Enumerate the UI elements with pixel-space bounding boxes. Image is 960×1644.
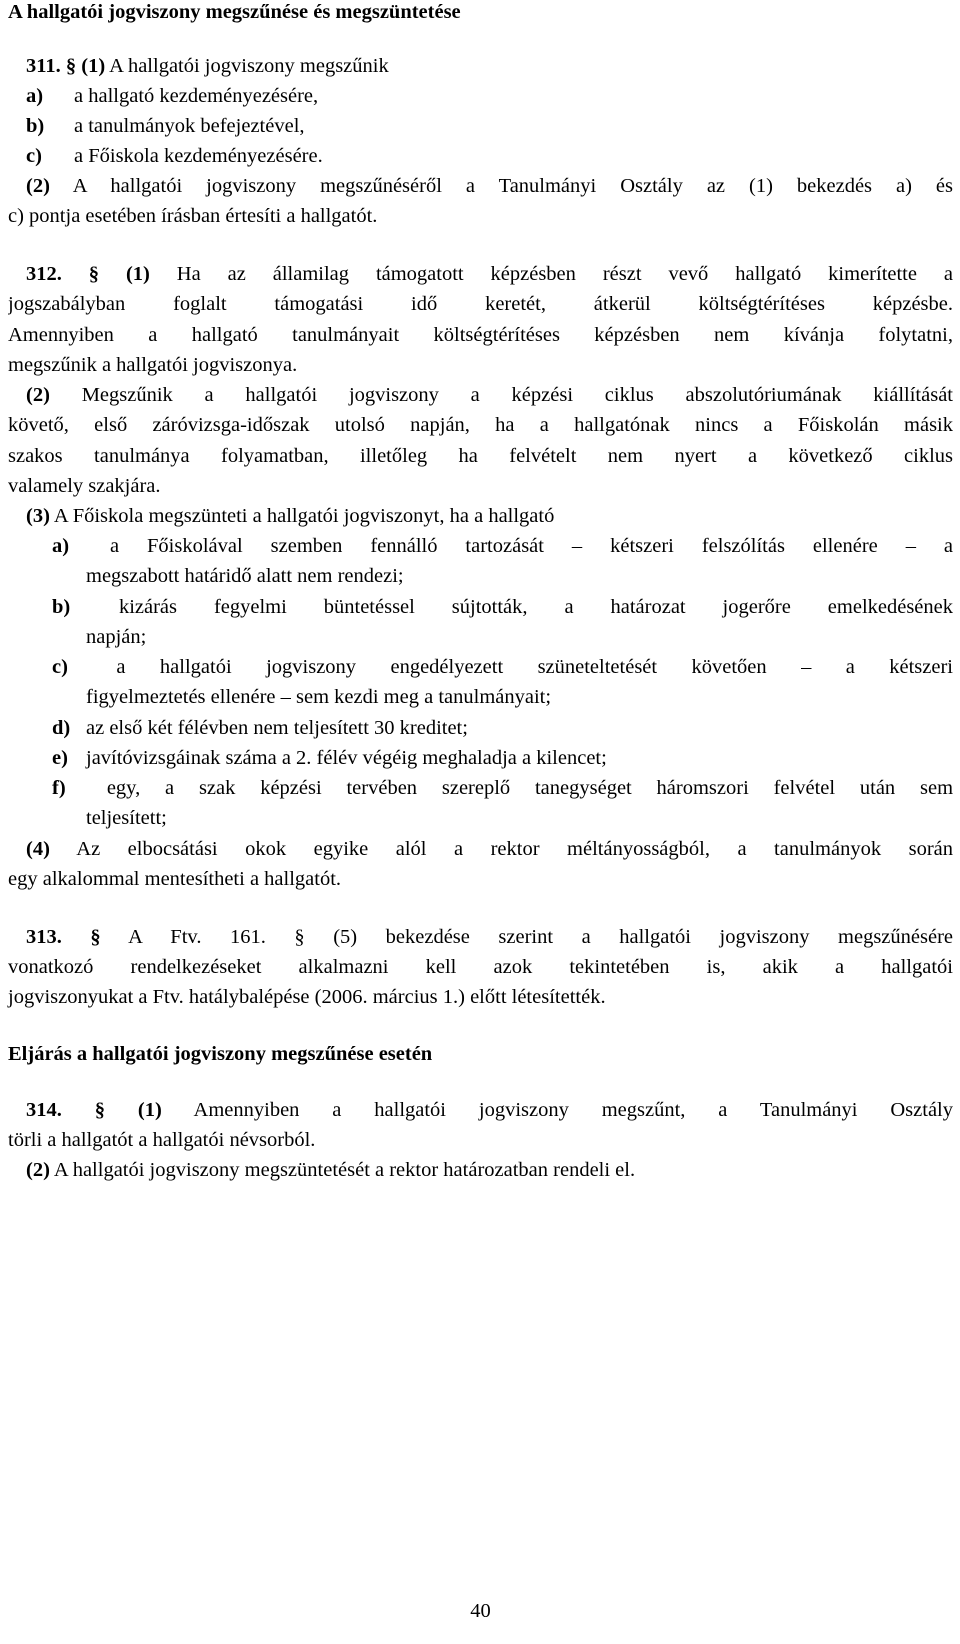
list-item: [52, 652, 953, 683]
list-item: [52, 592, 953, 623]
paragraph-text: Megszűnik a hallgatói jogviszony a képzési ciklus abszolutóriumának kiállítását: [81, 384, 953, 406]
section-sign: §: [88, 263, 100, 285]
paragraph-311-1: [26, 51, 953, 82]
section-sign: §: [65, 55, 77, 77]
list-item: [26, 141, 953, 172]
paragraph-text: A hallgatói jogviszony megszűnéséről a Tanulmányi Osztály az (1) bekezdés a) és: [72, 175, 953, 197]
paragraph-label: (1): [125, 263, 150, 285]
paragraph-label: (3): [26, 505, 50, 527]
item-label: b): [26, 115, 45, 137]
paragraph-line: c) pontja esetében írásban értesíti a hallgatót.: [8, 205, 378, 227]
item-label: e): [52, 747, 68, 769]
item-text: egy, a szak képzési tervében szereplő tanegységet háromszori felvétel után sem: [106, 777, 953, 799]
list-item: [26, 111, 953, 142]
item-label: d): [52, 717, 71, 739]
list-item: [52, 773, 953, 804]
section-heading: A hallgatói jogviszony megszűnése és megszüntetése: [8, 1, 461, 23]
paragraph-line: jogszabályban foglalt támogatási idő keretét, átkerül költségtérítéses képzésbe.: [8, 293, 953, 315]
paragraph-line: törli a hallgatót a hallgatói névsorból.: [8, 1129, 316, 1151]
section-number: 311.: [26, 55, 61, 77]
item-text: a hallgatói jogviszony engedélyezett szüneteltetését követően – a kétszeri: [116, 656, 953, 678]
item-label: a): [26, 85, 44, 107]
list-item: [26, 81, 953, 112]
list-item: [52, 743, 953, 774]
item-text: az első két félévben nem teljesített 30 kreditet;: [86, 717, 468, 739]
paragraph-line: követő, első záróvizsga-időszak utolsó napján, ha a hallgatónak nincs a Főiskolán másik: [8, 414, 953, 436]
item-text: a hallgató kezdeményezésére,: [74, 85, 319, 107]
item-line: figyelmeztetés ellenére – sem kezdi meg a tanulmányait;: [86, 686, 552, 708]
paragraph-label: (2): [26, 175, 50, 197]
paragraph-line: szakos tanulmánya folyamatban, illetőleg ha felvételt nem nyert a következő ciklus: [8, 445, 953, 467]
item-text: kizárás fegyelmi büntetéssel sújtották, a határozat jogerőre emelkedésének: [118, 596, 953, 618]
page-number: 40: [470, 1600, 491, 1622]
section-number: 312.: [26, 263, 62, 285]
paragraph-label: (1): [137, 1099, 162, 1121]
item-label: c): [52, 656, 68, 678]
paragraph-312-3: [26, 501, 953, 532]
paragraph-line: vonatkozó rendelkezéseket alkalmazni kell azok tekintetében is, akik a hallgatói: [8, 956, 953, 978]
document-page: [8, 0, 953, 1644]
item-text: a Főiskolával szemben fennálló tartozását – kétszeri felszólítás ellenére – a: [109, 535, 953, 557]
paragraph-312-1: [26, 259, 953, 290]
paragraph-312-2: [26, 380, 953, 411]
section-number: 313.: [26, 926, 62, 948]
paragraph-line: megszűnik a hallgatói jogviszonya.: [8, 354, 298, 376]
item-label: a): [52, 535, 70, 557]
paragraph-311-2: [26, 171, 953, 202]
paragraph-text: A hallgatói jogviszony megszüntetését a rektor határozatban rendeli el.: [53, 1159, 636, 1181]
paragraph-label: (2): [26, 384, 50, 406]
item-line: napján;: [86, 626, 147, 648]
paragraph-text: Az elbocsátási okok egyike alól a rektor méltányosságból, a tanulmányok során: [76, 838, 953, 860]
item-line: megszabott határidő alatt nem rendezi;: [86, 565, 404, 587]
section-heading: Eljárás a hallgatói jogviszony megszűnése esetén: [8, 1043, 433, 1065]
list-item: [52, 531, 953, 562]
paragraph-text: Ha az államilag támogatott képzésben részt vevő hallgató kimerítette a: [176, 263, 953, 285]
paragraph-label: (2): [26, 1159, 50, 1181]
section-number: 314.: [26, 1099, 62, 1121]
item-text: a Főiskola kezdeményezésére.: [74, 145, 323, 167]
paragraph-line: Amennyiben a hallgató tanulmányait költségtérítéses képzésben nem kívánja folytatni,: [8, 324, 953, 346]
paragraph-312-4: [26, 834, 953, 865]
paragraph-line: jogviszonyukat a Ftv. hatálybalépése (2006. március 1.) előtt létesítették.: [8, 986, 606, 1008]
section-sign: §: [94, 1099, 105, 1121]
list-item: [52, 713, 953, 744]
paragraph-label: (1): [81, 55, 106, 77]
section-sign: §: [90, 926, 101, 948]
paragraph-line: valamely szakjára.: [8, 475, 161, 497]
paragraph-text: A Főiskola megszünteti a hallgatói jogviszonyt, ha a hallgató: [53, 505, 555, 527]
paragraph-text: A Ftv. 161. § (5) bekezdése szerint a hallgatói jogviszony megszűnésére: [128, 926, 953, 948]
item-text: javítóvizsgáinak száma a 2. félév végéig meghaladja a kilencet;: [86, 747, 607, 769]
paragraph-label: (4): [26, 838, 50, 860]
paragraph-313: [26, 922, 953, 953]
paragraph-line: egy alkalommal mentesítheti a hallgatót.: [8, 868, 342, 890]
item-line: teljesített;: [86, 807, 167, 829]
item-label: b): [52, 596, 71, 618]
paragraph-text: Amennyiben a hallgatói jogviszony megszűnt, a Tanulmányi Osztály: [193, 1099, 953, 1121]
item-label: f): [52, 777, 66, 799]
paragraph-314-2: [26, 1155, 953, 1186]
paragraph-text: A hallgatói jogviszony megszűnik: [109, 55, 389, 77]
paragraph-314-1: [26, 1095, 953, 1126]
item-text: a tanulmányok befejeztével,: [74, 115, 305, 137]
item-label: c): [26, 145, 42, 167]
